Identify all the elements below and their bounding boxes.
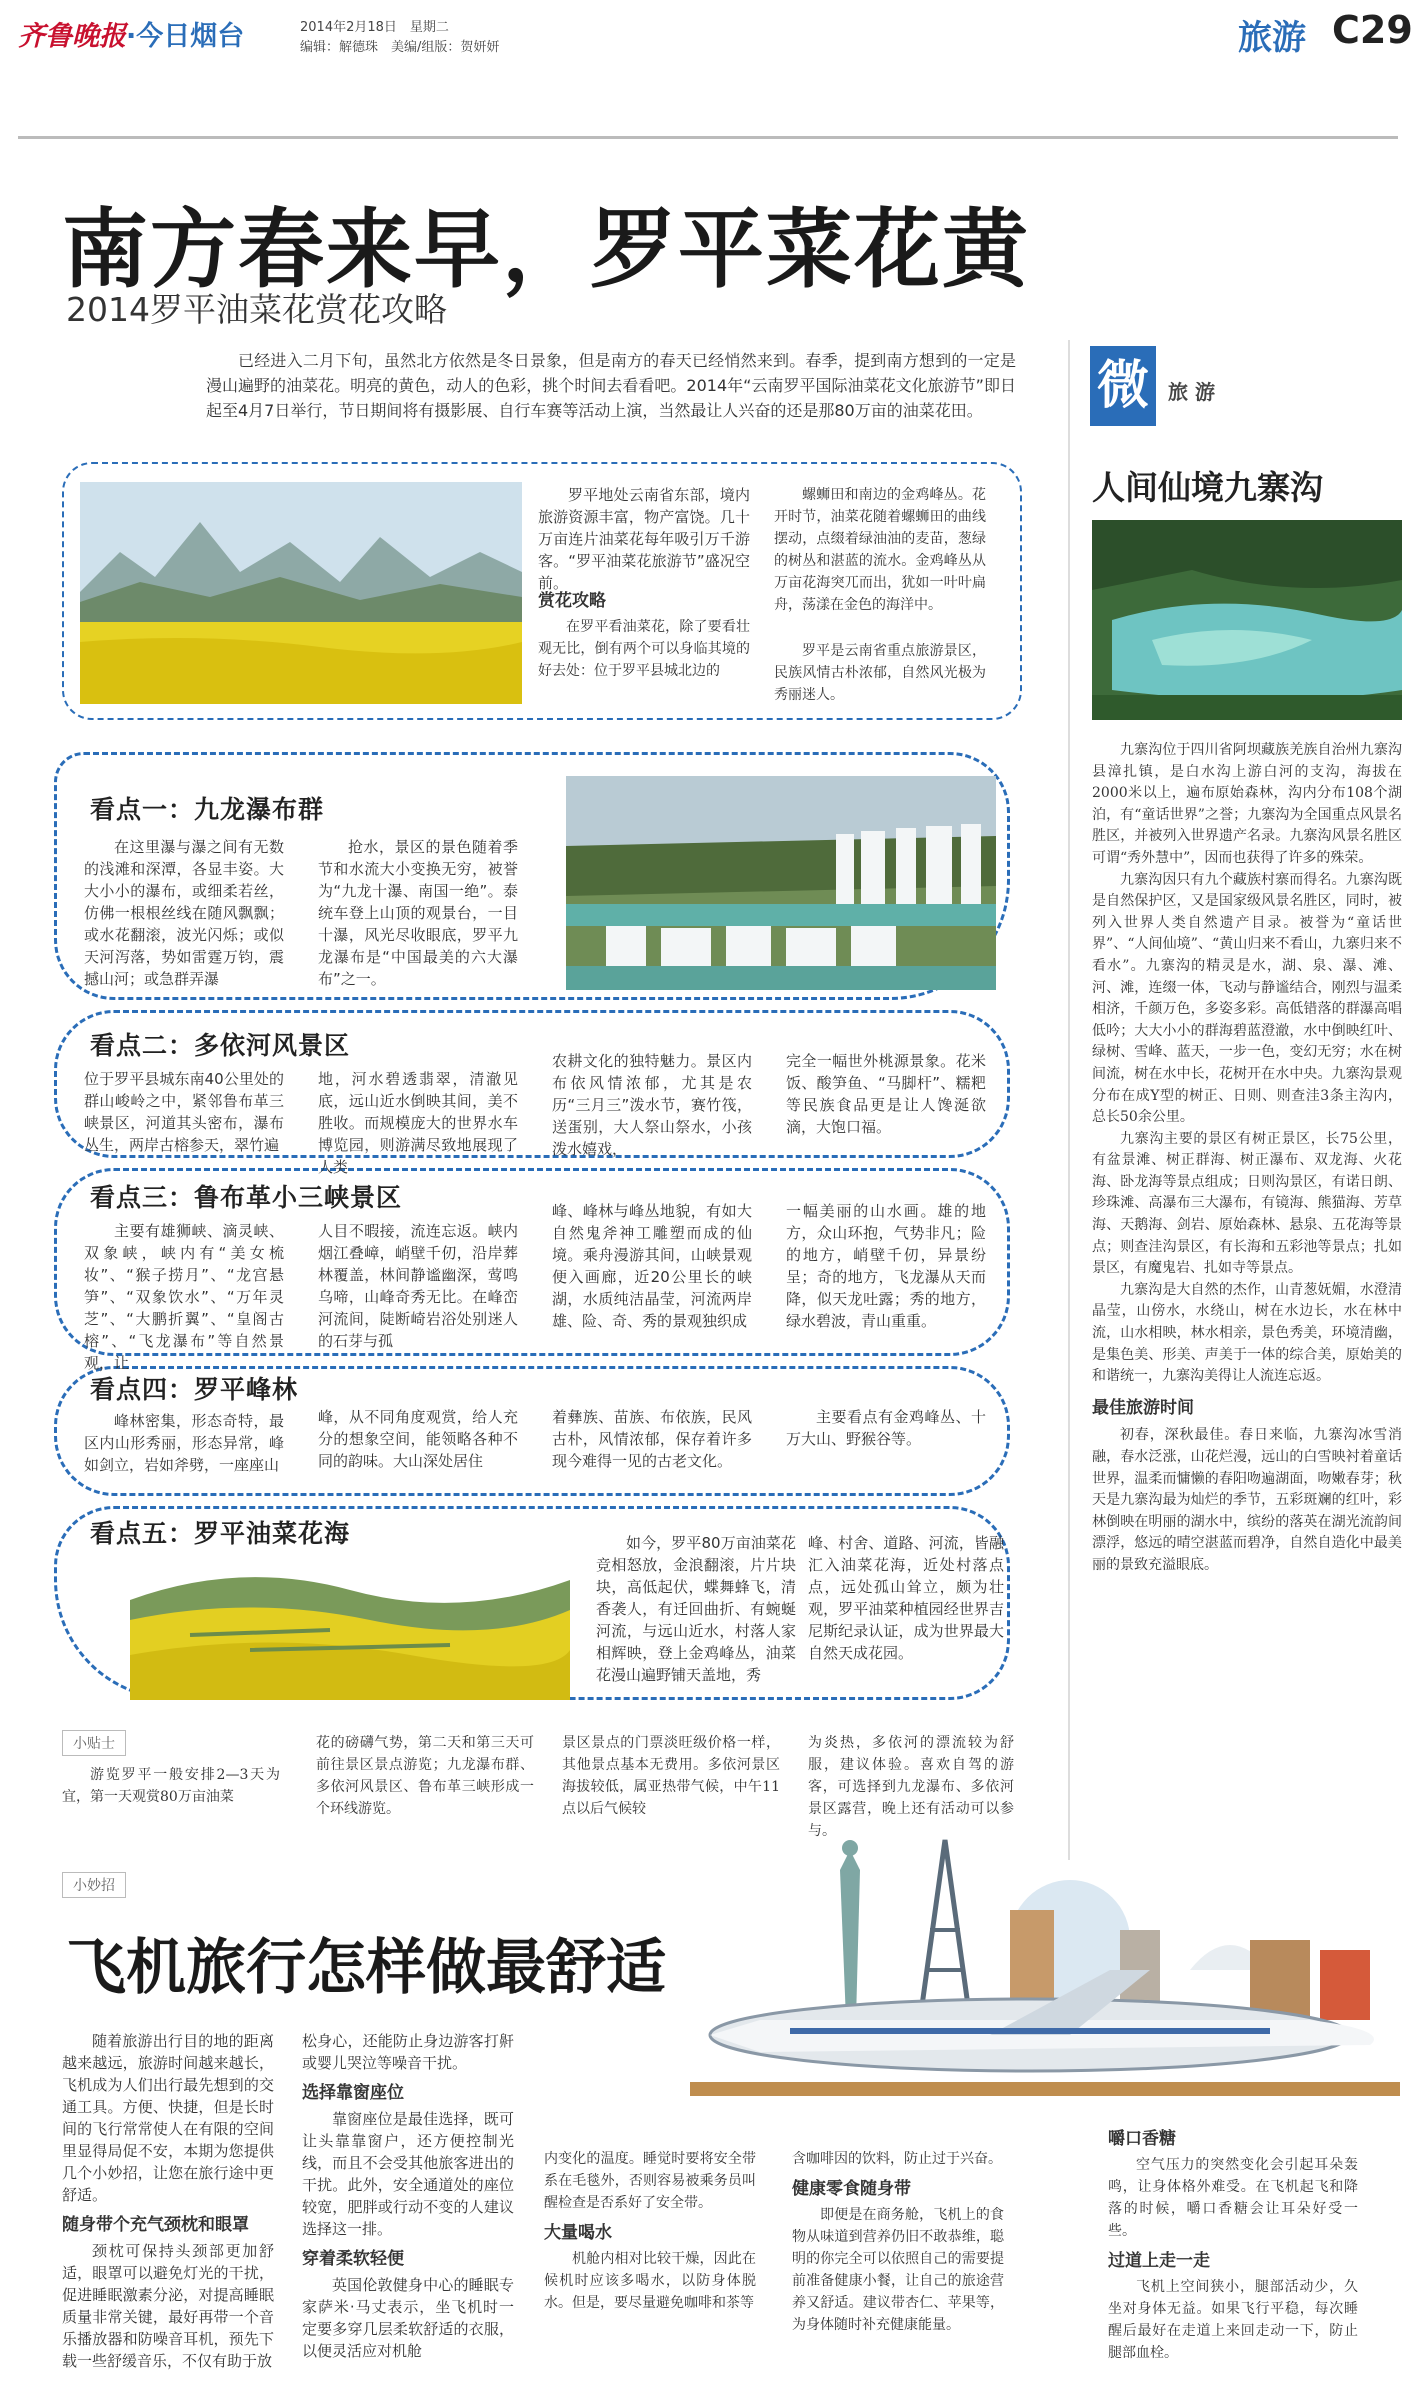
sidebar-p5: 初春，深秋最佳。春日来临，九寨沟冰雪消融，春水泛涨，山花烂漫，远山的白雪映衬着童话世界，温柔而慵懒的春阳吻遍湖面，吻嫩春芽；秋天是九寨沟最为灿烂的季节，五彩斑斓的红叶，彩林倒映在明丽的湖水中，缤纷的落英在湖光流韵间漂浮，悠远的晴空湛蓝而碧净，自然自造化中最美丽的景致充溢眼底。 xyxy=(1092,1427,1402,1573)
bottom-c5b: 飞机上空间狭小，腿部活动少，久坐对身体无益。如果飞行平稳，每次睡醒后最好在走道上来回走动一下，防止腿部血栓。 xyxy=(1108,2279,1358,2361)
wei-badge-char: 微 xyxy=(1096,356,1149,416)
page-subtitle: 2014罗平油菜花赏花攻略 xyxy=(66,290,447,329)
bottom-c2-heading: 选择靠窗座位 xyxy=(302,2083,404,2103)
bottom-c1: 随着旅游出行目的地的距离越来越远，旅游时间越来越长，飞机成为人们出行最先想到的交通工具。方便、快捷，但是长时间的飞行常常使人在有限的空间里显得局促不安，本期为您提供几个小妙招，让您在旅行途中更舒适。 xyxy=(62,2032,274,2204)
airplane-landmarks-illustration xyxy=(690,1820,1400,2120)
bottom-c4b: 即便是在商务舱，飞机上的食物从味道到营养仍旧不敢恭维，聪明的你完全可以依照自己的需要提前准备健康小餐，让自己的旅途营养又舒适。建议带杏仁、苹果等，为身体随时补充健康能量。 xyxy=(792,2207,1004,2333)
section-name: ·今日烟台 xyxy=(126,21,245,52)
tip-col1: 游览罗平一般安排2—3天为宜，第一天观赏80万亩油菜 xyxy=(62,1767,280,1805)
tips-tag: 小妙招 xyxy=(62,1872,126,1898)
spot4-col3: 着彝族、苗族、布依族，民风古朴，风情浓郁，保存着许多现今难得一见的古老文化。 xyxy=(552,1408,752,1470)
intro-col1b: 在罗平看油菜花，除了要看壮观无比，倒有两个可以身临其境的好去处：位于罗平县城北边的 xyxy=(538,619,750,679)
spot1-col2: 抢水，景区的景色随着季节和水流大小变换无穷，被誉为“九龙十瀑、南国一绝”。泰统车登上山顶的观景台，一目十瀑，风光尽收眼底，罗平九龙瀑布是“中国最美的六大瀑布”之一。 xyxy=(318,838,518,988)
spot4-col2: 峰，从不同角度观赏，给人充分的想象空间，能领略各种不同的韵味。大山深处居住 xyxy=(318,1408,518,1470)
best-time-heading: 最佳旅游时间 xyxy=(1092,1397,1194,1418)
spot3-col2: 人目不暇接，流连忘返。峡内烟江叠嶂，峭壁千仞，沿岸葬林覆盖，林间静谧幽深，莺鸣乌啼，山峰奇秀无比。在峰峦河流间，陡断崎岩浴处别迷人的石芽与孤 xyxy=(318,1222,518,1350)
sidebar-title: 人间仙境九寨沟 xyxy=(1092,468,1323,507)
tip-col3: 景区景点的门票淡旺级价格一样，其他景点基本无费用。多依河景区海拔较低，属亚热带气候，中午11点以后气候较 xyxy=(562,1735,780,1817)
bottom-c1-heading: 随身带个充气颈枕和眼罩 xyxy=(62,2215,249,2235)
date-line: 2014年2月18日 星期二 xyxy=(300,20,449,35)
spot5-col1: 如今，罗平80万亩油菜花竞相怒放，金浪翻滚，片片块块，高低起伏，蝶舞蜂飞，清香袭人，有迁回曲折、有蜿蜒河流，与远山近水，村落人家相辉映，登上金鸡峰丛，油菜花漫山遍野铺天盖地，秀 xyxy=(596,1534,796,1684)
bottom-col2 xyxy=(302,2030,514,2362)
sidebar-divider xyxy=(1068,340,1070,1860)
bottom-c2b: 靠窗座位是最佳选择，既可让头靠靠窗户，还方便控制光线，而且不会受其他旅客进出的干扰。此外，安全通道处的座位较宽，肥胖或行动不变的人建议选择这一排。 xyxy=(302,2110,514,2238)
spot2-col1: 位于罗平县城东南40公里处的群山峻岭之中，紧邻鲁布革三峡景区，河道其头密布，瀑布丛生，两岸古榕参天，翠竹遍 xyxy=(84,1070,284,1154)
sidebar-p2: 九寨沟因只有九个藏族村寨而得名。九寨沟既是自然保护区，又是国家级风景名胜区，同时，被列入世界人类自然遗产目录。被誉为“童话世界”、“人间仙境”、“黄山归来不看山，九寨归来不看水”。九寨沟的精灵是水，湖、泉、瀑、滩、河、滩，连缀一体，飞动与静谧结合，刚烈与温柔相济，千颜万色，多姿多彩。高低错落的群瀑高唱低吟；大大小小的群海碧蓝澄澈，水中倒映红叶、绿树、雪峰、蓝天，一步一色，变幻无穷；水在树间流，树在水中长，花树开在水中央。九寨沟景观分布在成Y型的树正、日则、则查洼3条主沟内，总长50余公里。 xyxy=(1092,871,1402,1126)
bottom-c2: 松身心，还能防止身边游客打鼾或婴儿哭泣等噪音干扰。 xyxy=(302,2032,514,2072)
sidebar-body xyxy=(1092,740,1402,1577)
wei-badge xyxy=(1090,346,1156,426)
intro-col2b: 罗平是云南省重点旅游景区，民族风情古朴浓郁，自然风光极为秀丽迷人。 xyxy=(774,643,986,703)
bottom-c5-heading2: 过道上走一走 xyxy=(1108,2251,1210,2271)
intro-col1: 罗平地处云南省东部，境内旅游资源丰富，物产富饶。几十万亩连片油菜花每年吸引万千游客。“罗平油菜花旅游节”盛况空前。 xyxy=(538,486,750,592)
tip-label: 小贴士 xyxy=(62,1730,126,1756)
spot1-heading: 看点一：九龙瀑布群 xyxy=(90,795,325,824)
spot3-col4: 一幅美丽的山水画。雄的地方，众山环抱，气势非凡；险的地方，峭壁千仞，异景纷呈；奇的地方，飞龙瀑从天而降，似天龙吐露；秀的地方，绿水碧波，青山重重。 xyxy=(786,1202,986,1330)
bottom-c2c: 英国伦敦健身中心的睡眠专家萨米·马丈表示，坐飞机时一定要多穿几层柔软舒适的衣服，以便灵活应对机舱 xyxy=(302,2276,514,2360)
spot3-col1: 主要有雄狮峡、滴灵峡、双象峡，峡内有“美女梳妆”、“猴子捞月”、“龙宫悬笋”、“双象饮水”、“万年灵芝”、“大鹏折翼”、“皇阁古榕”、“飞龙瀑布”等自然景观，让 xyxy=(84,1222,284,1372)
spot4-heading: 看点四：罗平峰林 xyxy=(90,1375,299,1404)
spot1-col1: 在这里瀑与瀑之间有无数的浅滩和深潭，各显丰姿。大大小小的瀑布，或细柔若丝，仿佛一根根丝线在随风飘飘；或水花翻滚，波光闪烁；或似天河泻落，势如雷霆万钧，震撼山河；或急群弄瀑 xyxy=(84,838,284,988)
spot2-col4: 完全一幅世外桃源景象。花米饭、酸笋鱼、“马脚杆”、糯粑等民族食品更是让人馋涎欲滴，大饱口福。 xyxy=(786,1052,986,1136)
spot4-col1: 峰林密集，形态奇特，最区内山形秀丽，形态异常，峰如剑立，岩如斧劈，一座座山 xyxy=(84,1412,284,1474)
intro-subheading: 赏花攻略 xyxy=(538,591,606,611)
bottom-c5: 空气压力的突然变化会引起耳朵轰鸣，让身体格外难受。在飞机起飞和降落的时候，嚼口香糖会让耳朵好受一些。 xyxy=(1108,2157,1358,2239)
bottom-col1 xyxy=(62,2030,274,2372)
spot5-col2: 峰、村舍、道路、河流，皆融汇入油菜花海，近处村落点点，远处孤山耸立，颇为壮观，罗平油菜种植园经世界吉尼斯纪录认证，成为世界最大自然天成花园。 xyxy=(808,1534,1004,1662)
bottom-c4: 含咖啡因的饮料，防止过于兴奋。 xyxy=(792,2151,1002,2167)
spot2-col3: 农耕文化的独特魅力。景区内布依风情浓郁，尤其是农历“三月三”泼水节，赛竹筏，送蛋别，大人祭山祭水，小孩泼水嬉戏， xyxy=(552,1052,752,1158)
bottom-c2-heading2: 穿着柔软轻便 xyxy=(302,2249,404,2269)
bottom-c3b: 机舱内相对比较干燥，因此在候机时应该多喝水，以防身体脱水。但是，要尽量避免咖啡和茶等 xyxy=(544,2251,756,2311)
category-label: 旅游 xyxy=(1238,18,1306,58)
sidebar-badge-label: 旅 游 xyxy=(1168,380,1215,404)
bottom-col4 xyxy=(792,2148,1004,2336)
waterfall-photo xyxy=(566,776,996,990)
bottom-col3 xyxy=(544,2148,756,2314)
sidebar-p4: 九寨沟是大自然的杰作，山青葱妩媚，水澄清晶莹，山傍水，水绕山，树在水边长，水在林中流，山水相映，林水相亲，景色秀美，环境清幽，是集色美、形美、声美于一体的综合美，原始美的和谐统一，九寨沟美得让人流连忘返。 xyxy=(1092,1281,1402,1385)
spot2-col2: 地，河水碧透翡翠，清澈见底，远山近水倒映其间，美不胜收。而规模庞大的世界水车博览园，则游满尽致地展现了人类 xyxy=(318,1070,518,1176)
sidebar-p1: 九寨沟位于四川省阿坝藏族羌族自治州九寨沟县漳扎镇，是白水沟上游白河的支沟，海拔在2000米以上，遍布原始森林，沟内分布108个湖泊，有“童话世界”之誉；九寨沟为全国重点风景名胜区，并被列入世界遗产名录。九寨沟风景名胜区可谓“秀外慧中”，因而也获得了许多的殊荣。 xyxy=(1092,742,1402,866)
spot3-col3: 峰、峰林与峰丛地貌，有如大自然鬼斧神工雕塑而成的仙境。乘舟漫游其间，山峡景观便入画廊，近20公里长的峡湖，水质纯洁晶莹，河流两岸雄、险、奇、秀的景观独织成 xyxy=(552,1202,752,1330)
spot4-col4: 主要看点有金鸡峰丛、十万大山、野猴谷等。 xyxy=(786,1408,986,1448)
bottom-c1b: 颈枕可保持头颈部更加舒适，眼罩可以避免灯光的干扰，促进睡眠激素分泌，对提高睡眠质量非常关键，最好再带一个音乐播放器和防噪音耳机，预先下载一些舒缓音乐，不仅有助于放 xyxy=(62,2242,274,2370)
bottom-c3-heading: 大量喝水 xyxy=(544,2223,612,2243)
rapeseed-field-photo xyxy=(130,1560,570,1700)
bottom-title: 飞机旅行怎样做最舒适 xyxy=(66,1933,666,2003)
spot2-heading: 看点二：多依河风景区 xyxy=(90,1031,351,1060)
paper-name: 齐鲁晚报 xyxy=(18,21,126,52)
bottom-c5-heading: 嚼口香糖 xyxy=(1108,2129,1176,2149)
bottom-c3: 内变化的温度。睡觉时要将安全带系在毛毯外，否则容易被乘务员叫醒检查是否系好了安全带。 xyxy=(544,2151,756,2211)
page-number: C29 xyxy=(1332,8,1413,52)
intro-col2: 螺蛳田和南边的金鸡峰丛。花开时节，油菜花随着螺蛳田的曲线摆动，点缀着绿油油的麦苗，葱绿的树丛和湛蓝的流水。金鸡峰丛从万亩花海突兀而出，犹如一叶叶扁舟，荡漾在金色的海洋中。 xyxy=(774,487,986,613)
bottom-c4-heading: 健康零食随身带 xyxy=(792,2179,911,2199)
lead-paragraph: 已经进入二月下旬，虽然北方依然是冬日景象，但是南方的春天已经悄然来到。春季，提到南方想到的一定是漫山遍野的油菜花。明亮的黄色，动人的色彩，挑个时间去看看吧。2014年“云南罗平国际油菜花文化旅游节”即日起至4月7日举行，节日期间将有摄影展、自行车赛等活动上演，当然最让人兴奋的还是那80万亩的油菜花田。 xyxy=(206,351,1016,420)
spot3-heading: 看点三：鲁布革小三峡景区 xyxy=(90,1183,403,1212)
tip-col2: 花的磅礴气势，第二天和第三天可前往景区景点游览；九龙瀑布群、多依河风景区、鲁布革三峡形成一个环线游览。 xyxy=(316,1735,534,1817)
spot5-heading: 看点五：罗平油菜花海 xyxy=(90,1519,351,1548)
masthead xyxy=(18,14,244,62)
tip-col4: 为炎热，多依河的漂流较为舒服，建议体验。喜欢自驾的游客，可选择到九龙瀑布、多依河景区露营，晚上还有活动可以参与。 xyxy=(808,1735,1014,1839)
editor-line: 编辑：解德珠 美编/组版：贺妍妍 xyxy=(300,40,500,55)
rapeseed-landscape-photo xyxy=(80,482,522,704)
jiuzhaigou-photo xyxy=(1092,520,1402,720)
sidebar-p3: 九寨沟主要的景区有树正景区，长75公里，有盆景滩、树正群海、树正瀑布、双龙海、火花海、卧龙海等景点组成；日则沟景区，有诺日朗、珍珠滩、高瀑布三大瀑布，有镜海、熊猫海、芳草海、天鹅海、剑岩、原始森林、悬泉、五花海等景点；则查洼沟景区，有长海和五彩池等景点；扎如景区，有魔鬼岩、扎如寺等景点。 xyxy=(1092,1130,1402,1277)
header-rule xyxy=(18,136,1398,139)
page-title: 南方春来早，罗平菜花黄 xyxy=(62,200,1030,300)
bottom-col5 xyxy=(1108,2120,1358,2364)
